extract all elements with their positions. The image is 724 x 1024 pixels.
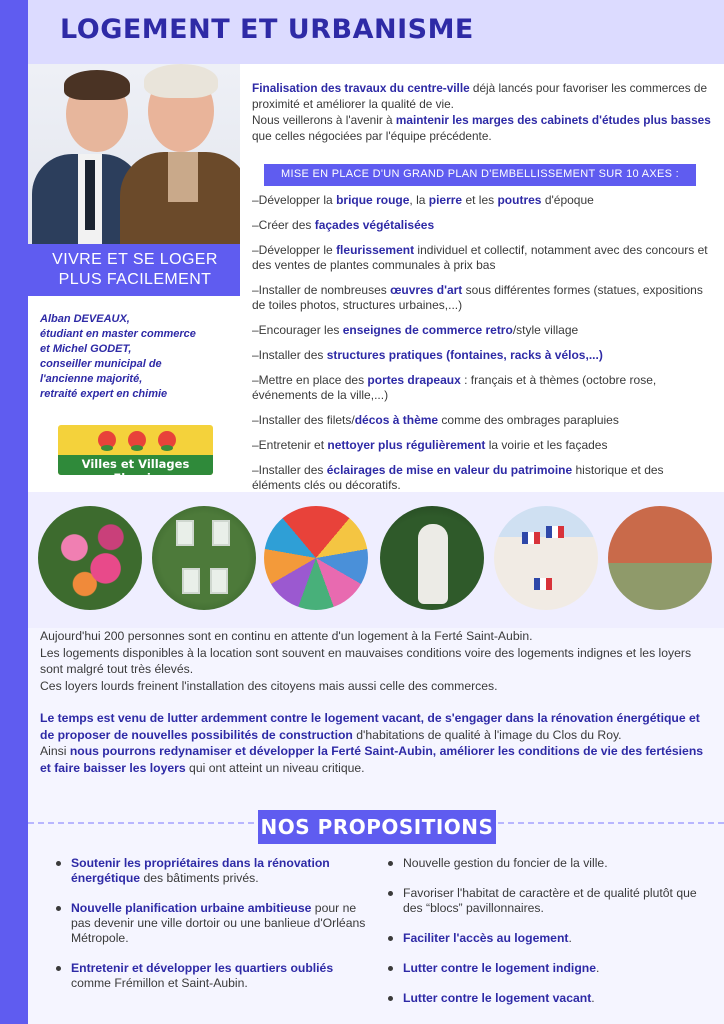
person-left-hair	[64, 70, 130, 100]
intro-text-span: déjà lancés pour favoriser les commerces de proximité et améliorer la qualité de vie.	[252, 81, 708, 111]
paragraph-line: Ces loyers lourds freinent l'installation des citoyens mais aussi celle des commerces.	[40, 678, 498, 693]
bullet-icon	[388, 936, 393, 941]
paragraph-line: Ainsi nous pourrons redynamiser et développer la Ferté Saint-Aubin, améliorer les conditions de vie des fertésiens et faire baisser les loyers qui ont atteint un niveau critique.	[40, 744, 704, 775]
axis-item: –Développer le fleurissement individuel et collectif, notamment avec des concours et des ventes de plantes communales à prix bas	[252, 243, 708, 272]
proposition-item: Faciliter l'accès au logement.	[388, 931, 708, 946]
proposition-item: Favoriser l'habitat de caractère et de qualité plutôt que des “blocs” pavillonnaires.	[388, 886, 708, 916]
intro-text	[252, 80, 712, 144]
person-right-hair	[144, 64, 218, 98]
caption-line: Alban DEVEAUX,	[40, 313, 130, 325]
page-title: LOGEMENT ET URBANISME	[60, 14, 474, 45]
subtitle-line: PLUS FACILEMENT	[58, 271, 212, 288]
proposition-item: Nouvelle gestion du foncier de la ville.	[388, 856, 708, 871]
logo-label: Villes et Villages Fleuris	[81, 457, 190, 485]
person-left-tie	[85, 160, 95, 230]
subtitle-line: VIVRE ET SE LOGER	[52, 251, 218, 268]
candidates-caption	[40, 312, 240, 402]
statue-photo	[380, 506, 484, 610]
axis-item: –Encourager les enseignes de commerce retro/style village	[252, 323, 579, 337]
paragraph-line: Aujourd'hui 200 personnes sont en continu en attente d'un logement à la Ferté Saint-Aubin.	[40, 629, 533, 643]
section-subtitle	[38, 250, 232, 290]
bullet-icon	[388, 966, 393, 971]
bullet-icon	[56, 861, 61, 866]
photo-gallery	[28, 492, 724, 628]
paragraph-line: Le temps est venu de lutter ardemment contre le logement vacant, de s'engager dans la rénovation énergétique et de proposer de nouvelles possibilités de construction d'habitations de qualité à l'image du Clos du Roy.	[40, 711, 700, 742]
axis-item: –Entretenir et nettoyer plus régulièrement la voirie et les façades	[252, 438, 608, 452]
axes-list	[252, 193, 712, 503]
axis-item: –Créer des façades végétalisées	[252, 218, 435, 232]
axes-banner	[264, 164, 696, 186]
proposition-item: Entretenir et développer les quartiers oubliés comme Frémillon et Saint-Aubin.	[56, 961, 366, 991]
left-accent-bar	[0, 0, 28, 1024]
caption-line: l'ancienne majorité,	[40, 373, 143, 385]
caption-line: conseiller municipal de	[40, 358, 162, 370]
paragraph-line: Les logements disponibles à la location sont souvent en mauvaises conditions voire des logements indignes et les loyers sont malgré tout très élevés.	[40, 645, 692, 676]
intro-highlight: maintenir les marges des cabinets d'études plus basses	[395, 113, 711, 127]
person-right-shirt	[168, 152, 198, 202]
candidates-photo	[28, 64, 240, 244]
caption-line: et Michel GODET,	[40, 343, 132, 355]
axis-item: –Installer de nombreuses œuvres d'art sous différentes formes (statues, expositions de toiles photos, structures urbaines,...)	[252, 283, 703, 312]
proposition-item: Soutenir les propriétaires dans la rénovation énergétique des bâtiments privés.	[56, 856, 366, 886]
caption-line: retraité expert en chimie	[40, 388, 168, 400]
proposition-item: Lutter contre le logement indigne.	[388, 961, 708, 976]
intro-text-span: que celles négociées par l'équipe précédente.	[252, 129, 492, 143]
town-hall-flags-photo	[494, 506, 598, 610]
bullet-icon	[388, 861, 393, 866]
brick-house-photo	[608, 506, 712, 610]
axis-item: –Installer des éclairages de mise en valeur du patrimoine historique et des éléments clés ou décoratifs.	[252, 463, 664, 492]
axis-item: –Développer la brique rouge, la pierre et les poutres d'époque	[252, 193, 594, 207]
umbrella-canopy-photo	[264, 506, 368, 610]
axis-item: –Installer des structures pratiques (fontaines, racks à vélos,...)	[252, 348, 603, 362]
intro-text-span: Nous veillerons à l'avenir à	[252, 113, 396, 127]
bullet-icon	[388, 891, 393, 896]
propositions-banner	[258, 810, 496, 844]
villes-villages-fleuris-logo	[58, 425, 213, 485]
flower-baskets-photo	[38, 506, 142, 610]
bullet-icon	[56, 966, 61, 971]
subtitle-band	[28, 244, 240, 296]
propositions-title: NOS PROPOSITIONS	[260, 815, 494, 839]
flowers-icon	[92, 429, 182, 451]
axis-item: –Mettre en place des portes drapeaux : français et à thèmes (octobre rose, événements de la ville,...)	[252, 373, 657, 402]
green-facade-photo	[152, 506, 256, 610]
propositions-right-list	[388, 856, 708, 1021]
proposition-item: Lutter contre le logement vacant.	[388, 991, 708, 1006]
intro-highlight: Finalisation des travaux du centre-ville	[252, 81, 470, 95]
proposition-item: Nouvelle planification urbaine ambitieuse pour ne pas devenir une ville dortoir ou une banlieue d'Orléans Métropole.	[56, 901, 366, 946]
bullet-icon	[388, 996, 393, 1001]
bullet-icon	[56, 906, 61, 911]
axes-title: MISE EN PLACE D'UN GRAND PLAN D'EMBELLISSEMENT SUR 10 AXES :	[281, 168, 679, 180]
axis-item: –Installer des filets/décos à thème comme des ombrages parapluies	[252, 413, 619, 427]
propositions-left-list	[56, 856, 366, 1006]
caption-line: étudiant en master commerce	[40, 328, 196, 340]
housing-paragraphs	[40, 628, 705, 776]
logo-strip	[58, 455, 213, 485]
